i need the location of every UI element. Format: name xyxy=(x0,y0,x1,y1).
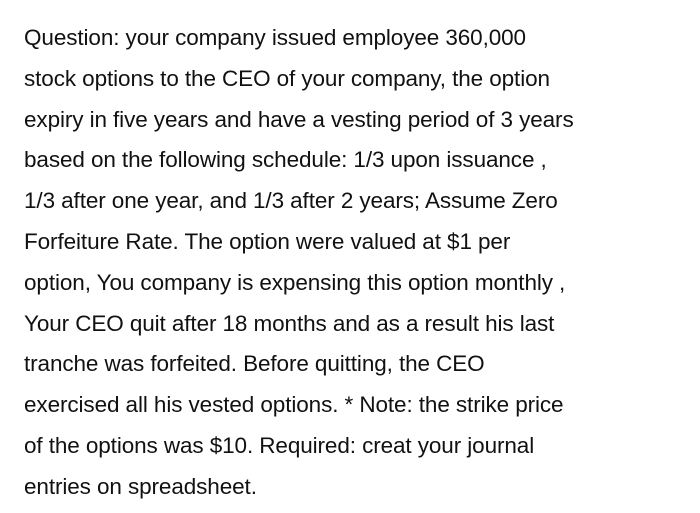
question-line: expiry in five years and have a vesting period of 3 years xyxy=(24,106,574,132)
question-line: of the options was $10. Required: creat your journal xyxy=(24,432,535,458)
question-line: exercised all his vested options. * Note: the strike price xyxy=(24,392,564,418)
question-line: based on the following schedule: 1/3 upon issuance , xyxy=(24,147,547,173)
question-line: stock options to the CEO of your company, the option xyxy=(24,65,550,91)
question-text xyxy=(24,18,694,508)
question-line: Question: your company issued employee 360,000 xyxy=(24,25,526,50)
question-line: option, You company is expensing this option monthly , xyxy=(24,269,566,295)
question-line: entries on spreadsheet. xyxy=(24,473,257,499)
question-line: 1/3 after one year, and 1/3 after 2 years; Assume Zero xyxy=(24,188,558,214)
question-line: Your CEO quit after 18 months and as a result his last xyxy=(24,310,555,336)
question-line: Forfeiture Rate. The option were valued at $1 per xyxy=(24,228,511,254)
question-line: tranche was forfeited. Before quitting, the CEO xyxy=(24,351,485,377)
